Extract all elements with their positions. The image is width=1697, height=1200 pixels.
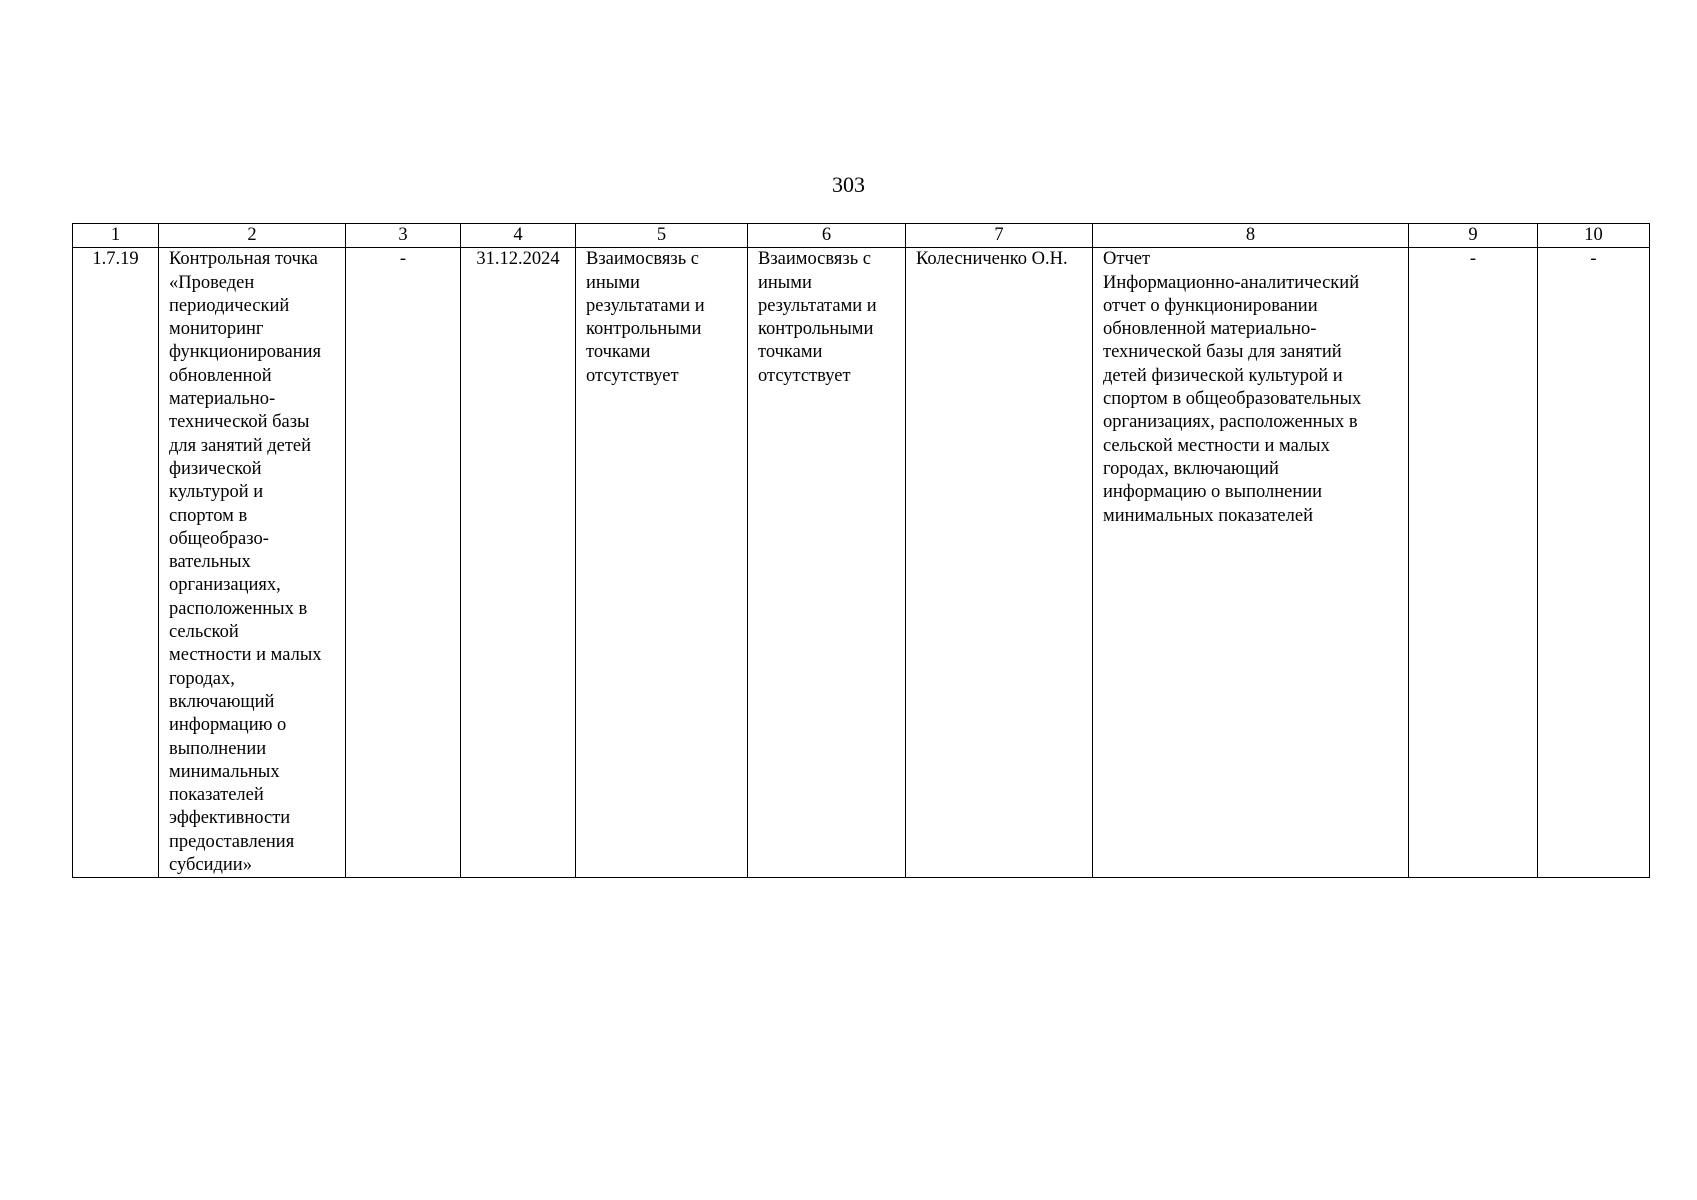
control-point-name-line: расположенных в	[169, 598, 308, 619]
relation-points-line: отсутствует	[758, 365, 851, 386]
control-point-name-line: общеобразо-	[169, 528, 269, 549]
report-line: городах, включающий	[1103, 458, 1279, 479]
row-number: 1.7.19	[73, 248, 159, 878]
control-point-name-line: организациях,	[169, 575, 281, 596]
control-point-name-line: минимальных	[169, 761, 280, 782]
column-header-8: 8	[1093, 224, 1409, 248]
control-point-name-cell	[159, 248, 346, 878]
control-point-name-line: информацию о	[169, 715, 287, 736]
control-point-name-line: местности и малых	[169, 645, 322, 666]
control-point-name-line: технической базы	[169, 412, 310, 433]
relation-results-cell	[576, 248, 748, 878]
relation-points-line: контрольными	[758, 319, 874, 340]
control-point-name-line: материально-	[169, 389, 276, 410]
relation-points-line: результатами и	[758, 295, 877, 316]
report-line: Отчет	[1103, 249, 1151, 270]
relation-results-line: результатами и	[586, 295, 705, 316]
control-points-table	[72, 223, 1650, 878]
control-point-name-line: эффективности	[169, 808, 291, 829]
control-point-name-line: обновленной	[169, 365, 272, 386]
control-point-name-line: «Проведен	[169, 272, 255, 293]
report-line: информацию о выполнении	[1103, 482, 1323, 503]
control-point-name-line: показателей	[169, 785, 264, 806]
control-point-name-line: выполнении	[169, 738, 267, 759]
column-3-value: -	[346, 248, 461, 878]
control-point-name-line: субсидии»	[169, 855, 252, 876]
column-10-value: -	[1538, 248, 1650, 878]
column-number-row	[73, 224, 1650, 248]
relation-points-line: точками	[758, 342, 823, 363]
control-point-name-line: сельской	[169, 622, 239, 643]
page-number: 303	[832, 172, 865, 197]
due-date: 31.12.2024	[461, 248, 576, 878]
column-header-9: 9	[1409, 224, 1538, 248]
control-point-name-line: предоставления	[169, 831, 295, 852]
column-header-1: 1	[73, 224, 159, 248]
report-line: технической базы для занятий	[1103, 342, 1342, 363]
column-header-7: 7	[906, 224, 1093, 248]
report-line: спортом в общеобразовательных	[1103, 389, 1362, 410]
report-line: детей физической культурой и	[1103, 365, 1343, 386]
column-header-4: 4	[461, 224, 576, 248]
column-header-2: 2	[159, 224, 346, 248]
report-line: отчет о функционировании	[1103, 295, 1318, 316]
report-line: Информационно-аналитический	[1103, 272, 1360, 293]
column-header-6: 6	[748, 224, 906, 248]
control-point-name-line: периодический	[169, 295, 290, 316]
relation-points-line: Взаимосвязь с	[758, 249, 871, 270]
control-point-name-line: физической	[169, 458, 262, 479]
table-row	[73, 248, 1650, 878]
relation-points-cell	[748, 248, 906, 878]
control-point-name-line: мониторинг	[169, 319, 264, 340]
relation-points-line: иными	[758, 272, 812, 293]
control-point-name-line: спортом в	[169, 505, 248, 526]
relation-results-line: иными	[586, 272, 640, 293]
report-line: обновленной материально-	[1103, 319, 1317, 340]
control-point-name-line: функционирования	[169, 342, 322, 363]
report-line: сельской местности и малых	[1103, 435, 1330, 456]
control-point-name-line: для занятий детей	[169, 435, 312, 456]
relation-results-line: контрольными	[586, 319, 702, 340]
column-9-value: -	[1409, 248, 1538, 878]
relation-results-line: отсутствует	[586, 365, 679, 386]
control-point-name-line: Контрольная точка	[169, 249, 318, 270]
control-point-name-line: вательных	[169, 552, 251, 573]
control-point-name-line: культурой и	[169, 482, 264, 503]
report-line: минимальных показателей	[1103, 505, 1313, 526]
responsible-person: Колесниченко О.Н.	[906, 248, 1093, 878]
relation-results-line: точками	[586, 342, 651, 363]
report-cell	[1093, 248, 1409, 878]
relation-results-line: Взаимосвязь с	[586, 249, 699, 270]
column-header-3: 3	[346, 224, 461, 248]
report-line: организациях, расположенных в	[1103, 412, 1358, 433]
column-header-5: 5	[576, 224, 748, 248]
control-point-name-line: включающий	[169, 691, 275, 712]
control-point-name-line: городах,	[169, 668, 235, 689]
column-header-10: 10	[1538, 224, 1650, 248]
